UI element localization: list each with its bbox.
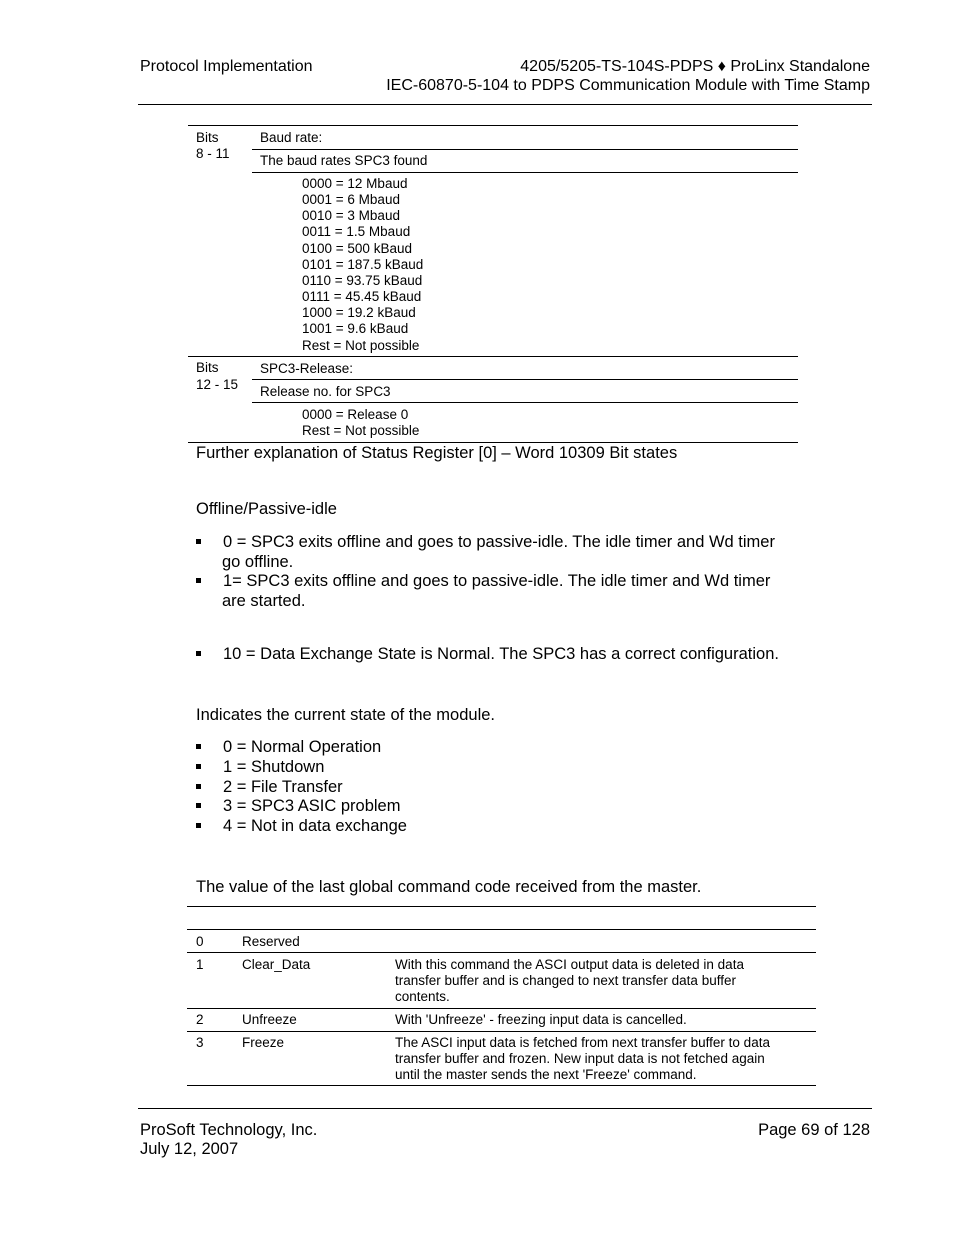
header-rule (138, 104, 872, 105)
bits-range: 12 - 15 (196, 377, 239, 392)
bullet-icon (196, 784, 201, 789)
bullet-text: 3 = SPC3 ASIC problem (223, 797, 401, 815)
bullet-icon (196, 764, 201, 769)
release-subtitle: Release no. for SPC3 (260, 384, 391, 399)
description-line: The ASCI input data is fetched from next transfer buffer to data (395, 1035, 770, 1050)
row-divider (187, 1008, 816, 1009)
bullet-text: 4 = Not in data exchange (223, 817, 407, 835)
code-line: Rest = Not possible (302, 423, 420, 439)
command-table-top-rule (187, 906, 816, 907)
bits-table-top-rule (188, 125, 798, 126)
bullet-text: 10 = Data Exchange State is Normal. The SPC3 has a correct configuration. (223, 645, 779, 663)
command-description (395, 1035, 770, 1083)
description-line: With this command the ASCI output data is deleted in data (395, 957, 744, 972)
code-line: 1001 = 9.6 kBaud (302, 321, 409, 337)
bullet-icon (196, 744, 201, 749)
description-line: transfer buffer and frozen. New input data is not fetched again (395, 1051, 765, 1066)
description-line: transfer buffer and is changed to next transfer data buffer (395, 973, 736, 988)
row-divider (187, 1031, 816, 1032)
description-line: until the master sends the next 'Freeze' command. (395, 1067, 697, 1082)
command-code: 1 (196, 957, 204, 972)
bullet-icon (196, 578, 201, 583)
code-line: 0111 = 45.45 kBaud (302, 289, 422, 305)
description-line: With 'Unfreeze' - freezing input data is cancelled. (395, 1012, 687, 1027)
command-name: Reserved (242, 934, 300, 949)
baud-rate-subtitle: The baud rates SPC3 found (260, 153, 428, 168)
command-code: 3 (196, 1035, 204, 1050)
code-line: 0101 = 187.5 kBaud (302, 256, 424, 272)
module-state-text: Indicates the current state of the module. (196, 706, 496, 724)
command-name: Unfreeze (242, 1012, 297, 1027)
code-line: 0000 = Release 0 (302, 407, 409, 422)
code-line: Rest = Not possible (302, 337, 420, 353)
code-line: 0011 = 1.5 Mbaud (302, 224, 411, 240)
bullet-icon (196, 539, 201, 544)
command-code: 0 (196, 934, 204, 949)
row-divider (252, 172, 798, 173)
code-line: 0100 = 500 kBaud (302, 240, 412, 256)
row-divider (252, 149, 798, 150)
bullet-text: 0 = Normal Operation (223, 738, 382, 756)
command-table-bottom-rule (187, 1085, 816, 1086)
row-divider (252, 402, 798, 403)
bits-label: Bits (196, 130, 219, 145)
command-description (395, 957, 744, 1005)
further-explanation: Further explanation of Status Register [0] – Word 10309 Bit states (196, 444, 678, 462)
bullet-text: 1= SPC3 exits offline and goes to passive-idle. The idle timer and Wd timer (223, 572, 771, 590)
footer-page-number: Page 69 of 128 (758, 1121, 870, 1139)
bullet-icon (196, 651, 201, 656)
bits-label: Bits (196, 360, 219, 375)
bullet-text-continued: go offline. (222, 553, 294, 571)
offline-heading: Offline/Passive-idle (196, 500, 337, 518)
footer-rule (138, 1108, 872, 1109)
code-line: 0010 = 3 Mbaud (302, 208, 400, 224)
bullet-text: 1 = Shutdown (223, 758, 325, 776)
description-line: contents. (395, 989, 450, 1004)
bullet-icon (196, 803, 201, 808)
bits-range: 8 - 11 (196, 146, 230, 161)
footer-company: ProSoft Technology, Inc. (140, 1121, 318, 1139)
command-name: Freeze (242, 1035, 285, 1050)
header-right-line2: IEC-60870-5-104 to PDPS Communication Module with Time Stamp (386, 77, 870, 94)
command-description (395, 1012, 687, 1028)
release-title: SPC3-Release: (260, 361, 354, 376)
code-line: 0001 = 6 Mbaud (302, 192, 400, 208)
global-command-text: The value of the last global command code received from the master. (196, 878, 702, 896)
release-codes (302, 407, 419, 439)
row-divider (252, 379, 798, 380)
command-table-header-rule (187, 929, 816, 930)
code-line: 1000 = 19.2 kBaud (302, 305, 416, 321)
bullet-text: 2 = File Transfer (223, 778, 343, 796)
row-divider (187, 952, 816, 953)
footer-date: July 12, 2007 (140, 1140, 239, 1158)
bullet-icon (196, 823, 201, 828)
baud-rate-codes (302, 176, 423, 354)
code-line: 0110 = 93.75 kBaud (302, 272, 423, 288)
baud-rate-title: Baud rate: (260, 130, 323, 145)
command-code: 2 (196, 1012, 204, 1027)
bullet-text-continued: are started. (222, 592, 306, 610)
code-line: 0000 = 12 Mbaud (302, 176, 408, 191)
header-right-line1: 4205/5205-TS-104S-PDPS ♦ ProLinx Standalone (520, 58, 870, 75)
command-name: Clear_Data (242, 957, 311, 972)
bullet-text: 0 = SPC3 exits offline and goes to passive-idle. The idle timer and Wd timer (223, 533, 775, 551)
header-left: Protocol Implementation (140, 58, 313, 75)
row-divider (188, 356, 798, 357)
